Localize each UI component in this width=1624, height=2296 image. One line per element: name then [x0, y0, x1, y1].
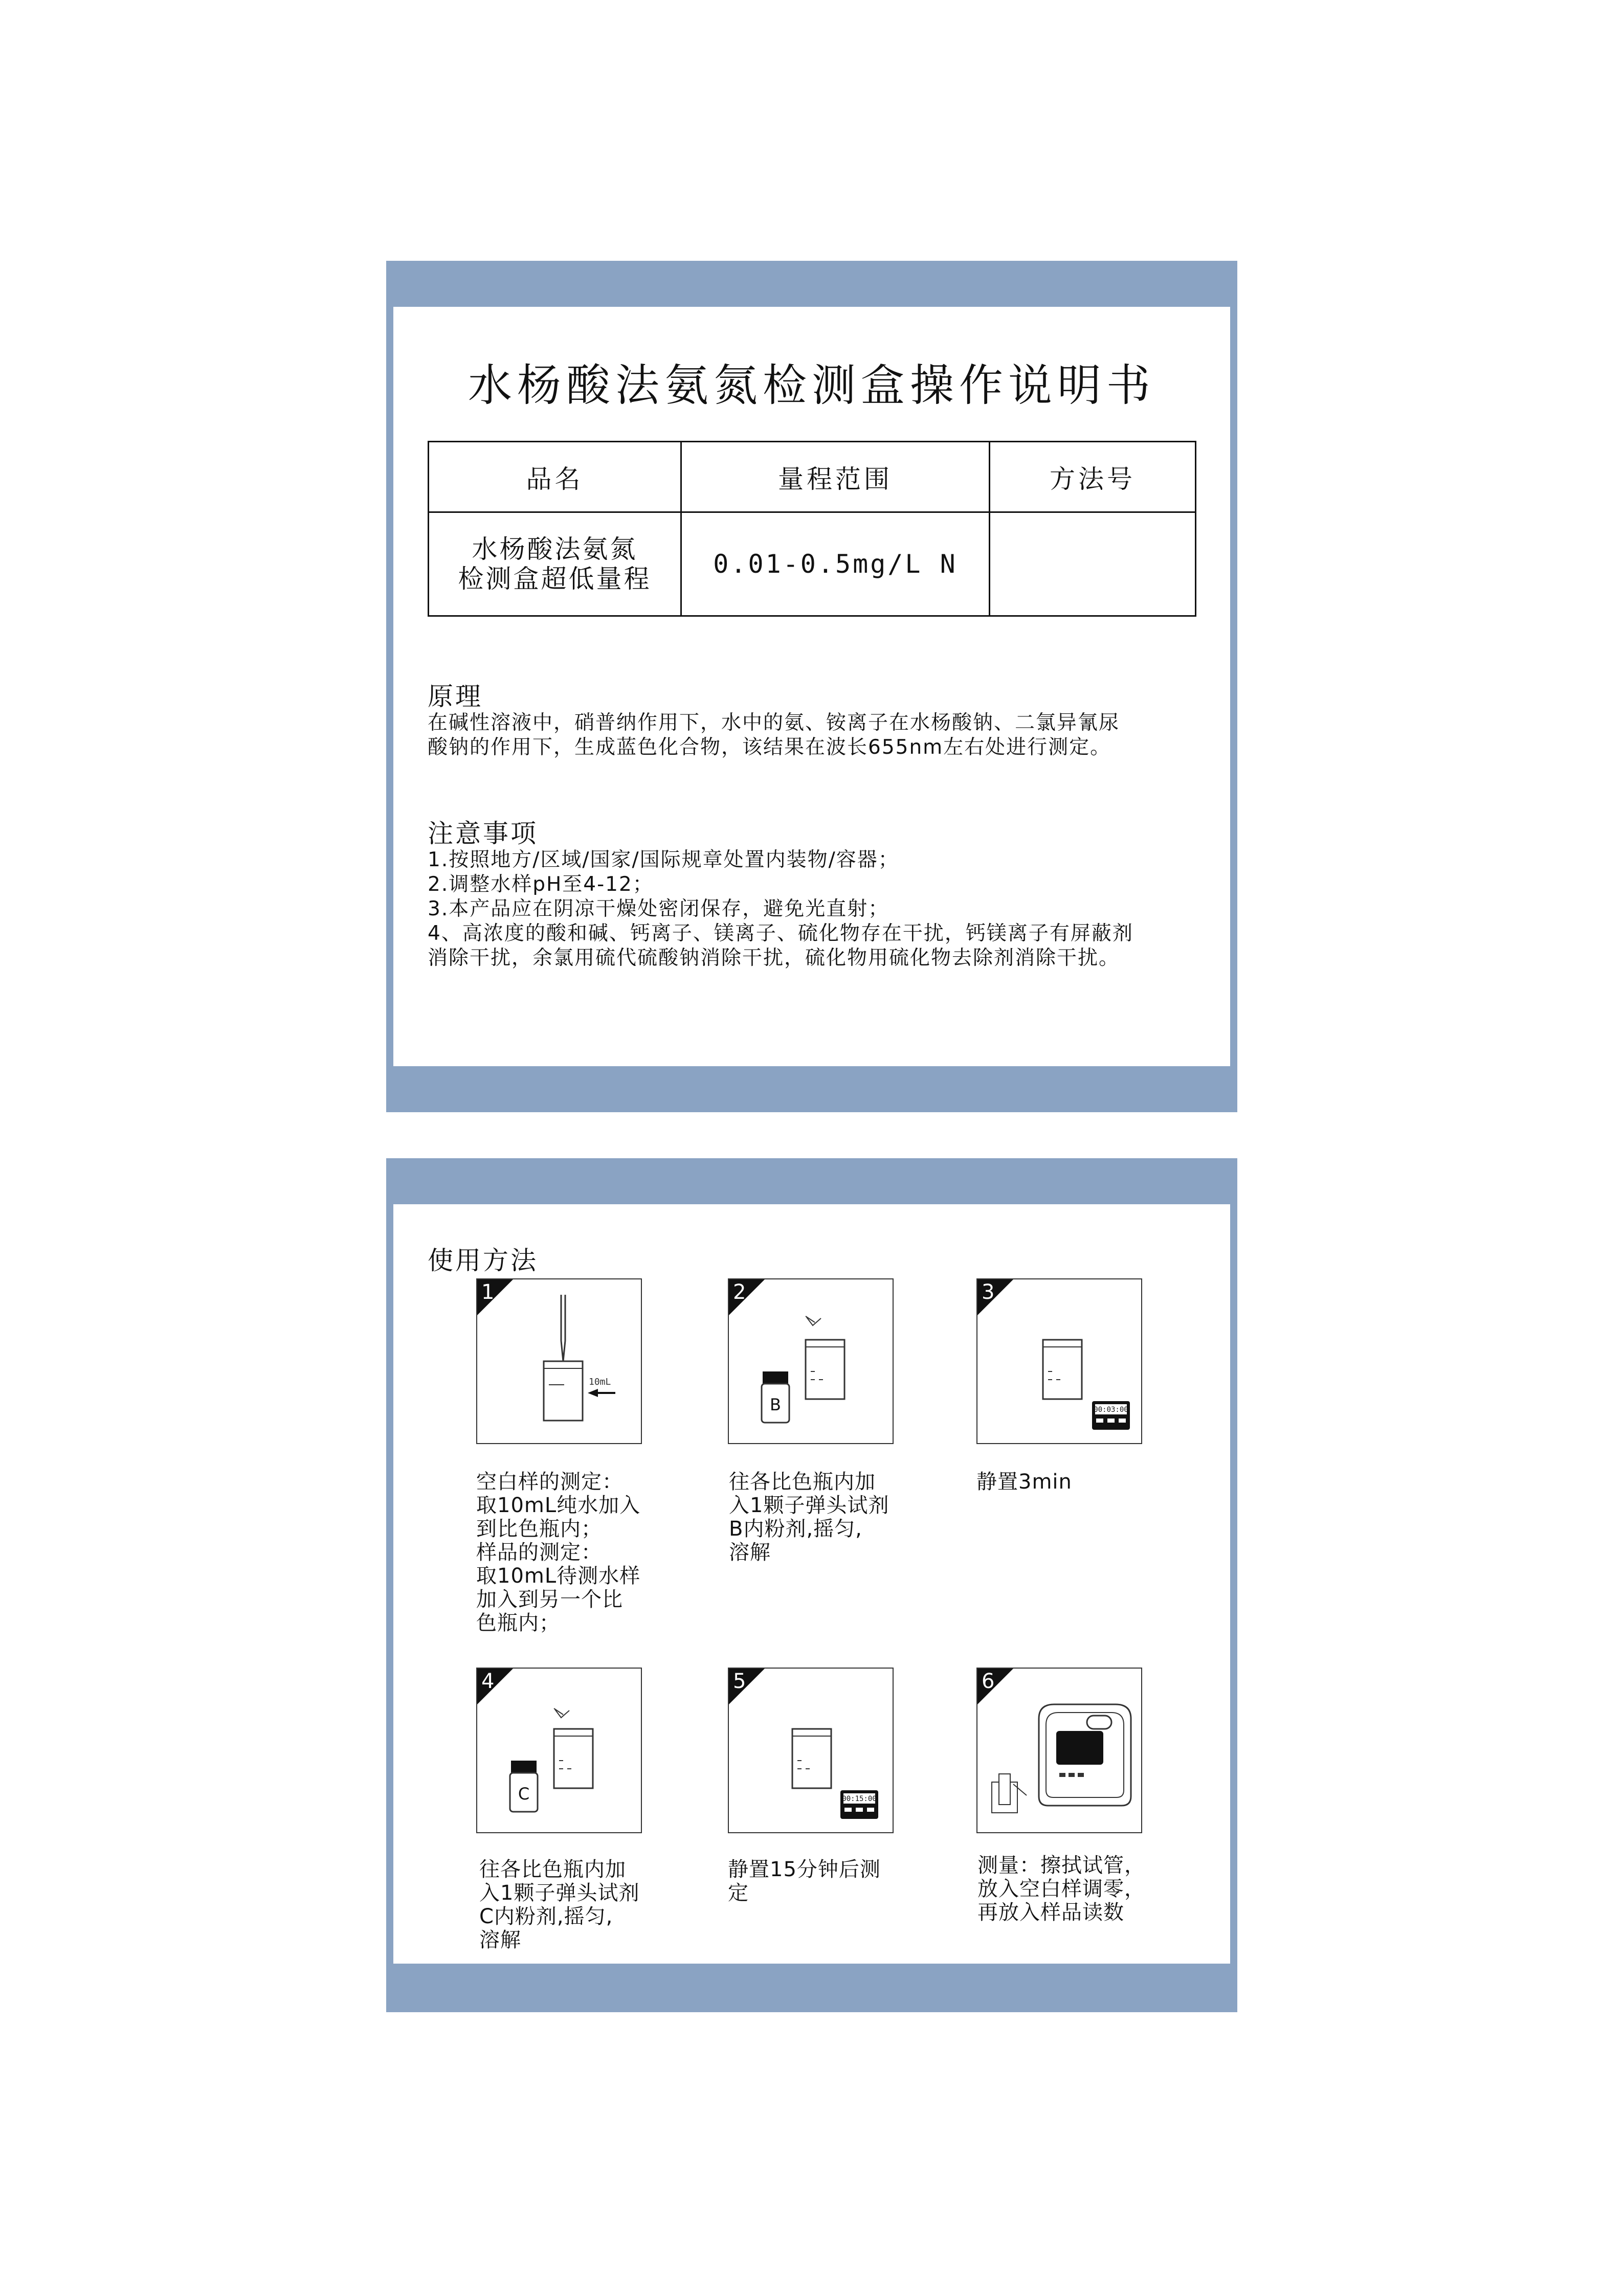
document-title: 水杨酸法氨氮检测盒操作说明书 — [468, 360, 1155, 411]
header-range: 量程范围 — [681, 442, 990, 512]
step-number-badge — [977, 1279, 1013, 1315]
note-item: 1.按照地方/区域/国家/国际规章处置内装物/容器； — [428, 848, 899, 871]
instructions-panel-top — [386, 261, 1237, 1112]
step-1-illustration — [476, 1278, 642, 1444]
step-6-caption — [977, 1854, 1172, 1924]
caption-line: 取10mL待测水样 — [476, 1564, 641, 1588]
step-number-badge — [729, 1669, 765, 1704]
step-1-caption — [476, 1470, 650, 1635]
step-number-badge — [729, 1279, 765, 1315]
notes-list — [428, 848, 1215, 971]
volume-label: 10mL — [589, 1377, 611, 1387]
note-item: 2.调整水样pH至4-12； — [428, 873, 654, 896]
principle-heading: 原理 — [428, 682, 483, 711]
step-number: 6 — [982, 1670, 995, 1693]
step-3-caption — [976, 1470, 1150, 1494]
principle-line-2: 酸钠的作用下，生成蓝色化合物，该结果在波长655nm左右处进行测定。 — [428, 736, 1111, 759]
header-method-no: 方法号 — [990, 442, 1196, 512]
product-name-line1: 水杨酸法氨氮 — [472, 534, 638, 564]
notes-heading: 注意事项 — [428, 819, 538, 848]
step-number: 2 — [733, 1280, 746, 1304]
step-number-badge — [477, 1279, 513, 1315]
usage-heading: 使用方法 — [428, 1246, 538, 1275]
method-cell — [990, 512, 1196, 616]
step-number: 3 — [982, 1280, 995, 1304]
note-item: 3.本产品应在阴凉干燥处密闭保存，避免光直射； — [428, 897, 889, 920]
caption-line: 到比色瓶内； — [476, 1517, 602, 1541]
header-product-name: 品名 — [429, 442, 681, 512]
note-item: 消除干扰，余氯用硫代硫酸钠消除干扰，硫化物用硫化物去除剂消除干扰。 — [428, 947, 1120, 970]
step-number: 4 — [481, 1670, 495, 1693]
principle-text — [428, 711, 1215, 760]
caption-line: 空白样的测定： — [476, 1470, 623, 1494]
product-name-cell — [429, 512, 681, 616]
caption-line: 静置15分钟后测 — [728, 1858, 881, 1881]
timer-readout: 00:03:00 — [1094, 1406, 1128, 1414]
caption-line: 再放入样品读数 — [977, 1901, 1124, 1924]
step-number-badge — [977, 1669, 1013, 1704]
caption-line: B内粉剂,摇匀, — [729, 1517, 862, 1541]
caption-line: 色瓶内； — [476, 1611, 560, 1635]
range-cell: 0.01-0.5mg/L N — [681, 512, 990, 616]
step-number: 1 — [481, 1280, 495, 1304]
caption-line: 入1颗子弹头试剂 — [479, 1881, 640, 1905]
caption-line: 溶解 — [479, 1928, 521, 1952]
step-5-illustration — [728, 1668, 894, 1833]
caption-line: 入1颗子弹头试剂 — [729, 1494, 889, 1517]
caption-line: 加入到另一个比 — [476, 1588, 623, 1611]
step-4-illustration — [476, 1668, 642, 1833]
step-6-illustration — [976, 1668, 1142, 1833]
caption-line: 溶解 — [729, 1541, 771, 1564]
step-number-badge — [477, 1669, 513, 1704]
reagent-letter: B — [770, 1395, 781, 1414]
caption-line: 取10mL纯水加入 — [476, 1494, 641, 1517]
caption-line: 样品的测定： — [476, 1541, 602, 1564]
panel-content — [393, 307, 1230, 1066]
step-5-caption — [728, 1858, 902, 1905]
caption-line: 往各比色瓶内加 — [729, 1470, 876, 1494]
step-number: 5 — [733, 1670, 746, 1693]
step-2-caption — [729, 1470, 903, 1564]
principle-line-1: 在碱性溶液中，硝普纳作用下，水中的氨、铵离子在水杨酸钠、二氯异氰尿 — [428, 711, 1120, 734]
step-4-caption — [479, 1858, 653, 1952]
caption-line: 放入空白样调零， — [977, 1877, 1145, 1901]
caption-line: 往各比色瓶内加 — [479, 1858, 626, 1881]
panel-content — [393, 1204, 1230, 1964]
spec-table-header-row — [429, 442, 1196, 512]
spec-table-row — [429, 512, 1196, 616]
step-3-illustration — [976, 1278, 1142, 1444]
timer-readout: 00:15:00 — [842, 1795, 877, 1803]
reagent-letter: C — [518, 1784, 530, 1804]
product-name-line2: 检测盒超低量程 — [458, 564, 652, 594]
caption-line: 测量：擦拭试管， — [977, 1854, 1145, 1877]
caption-line: 静置3min — [976, 1470, 1072, 1494]
step-2-illustration — [728, 1278, 894, 1444]
spec-table — [428, 441, 1196, 617]
instructions-panel-bottom — [386, 1158, 1237, 2012]
caption-line: 定 — [728, 1881, 749, 1905]
caption-line: C内粉剂,摇匀, — [479, 1905, 613, 1928]
note-item: 4、高浓度的酸和碱、钙离子、镁离子、硫化物存在干扰，钙镁离子有屏蔽剂 — [428, 922, 1133, 945]
